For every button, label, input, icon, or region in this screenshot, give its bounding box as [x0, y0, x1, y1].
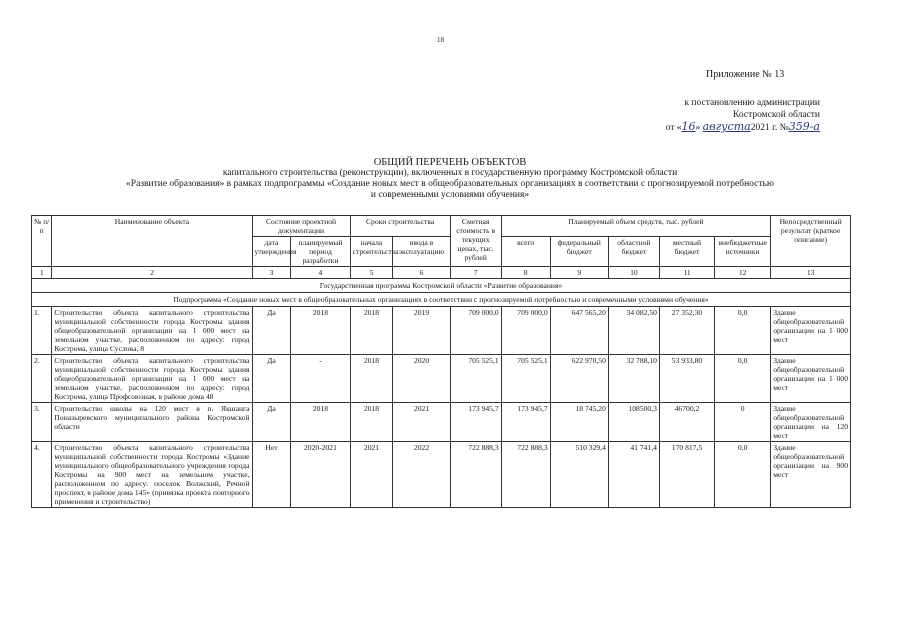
- title-line-3: «Развитие образования» в рамках подпрограммы «Создание новых мест в общеобразовательных организациях в соответствии с прогнозируемой потребностью: [126, 179, 774, 189]
- row-result: Здание общеобразовательной организации на 900 мест: [771, 442, 851, 508]
- row-federal: 18 745,20: [550, 403, 608, 442]
- header-funds: Планируемый объем средств, тыс. рублей: [501, 216, 771, 237]
- row-end: 2022: [393, 442, 450, 508]
- column-index: 13: [771, 267, 851, 279]
- row-extra: 0,0: [715, 307, 771, 355]
- row-start: 2018: [350, 403, 393, 442]
- header-row-1: [32, 216, 851, 237]
- row-end: 2020: [393, 355, 450, 403]
- row-extra: 0,0: [715, 355, 771, 403]
- row-name: Строительство объекта капитального строительства муниципальной собственности города Костромы здания общеобразовательной организации на 1 000 мест на земельном участке, расположенном по адресу: город Кострома, улица Профсоюзная, в районе дома 48: [52, 355, 252, 403]
- row-regional: 32 788,10: [608, 355, 659, 403]
- header-extra: внебюджетные источники: [715, 237, 771, 267]
- row-regional: 34 082,50: [608, 307, 659, 355]
- page-number: 18: [437, 36, 444, 44]
- decree-line-2: Костромской области: [733, 110, 820, 120]
- row-approve: Да: [252, 403, 291, 442]
- row-regional: 41 741,4: [608, 442, 659, 508]
- table-row: [32, 307, 851, 355]
- decree-prefix: от «: [665, 123, 682, 133]
- row-num: 2.: [32, 355, 52, 403]
- row-local: 170 817,5: [659, 442, 714, 508]
- row-result: Здание общеобразовательной организации на 1 000 мест: [771, 307, 851, 355]
- title-line-1: ОБЩИЙ ПЕРЕЧЕНЬ ОБЪЕКТОВ: [373, 157, 527, 168]
- row-total: 709 000,0: [501, 307, 550, 355]
- row-name: Строительство объекта капитального строительства муниципальной собственности города Костромы «Здание муниципального общеобразовательного учреждения города Костромы на 900 мест на земельном участке, расположенном по адресу: поселок Волжский, Речной проспект, в районе дома 145» (привязка проекта повторного применения и строительство): [52, 442, 252, 508]
- row-cost: 173 945,7: [450, 403, 501, 442]
- column-index: 3: [252, 267, 291, 279]
- table-row: [32, 355, 851, 403]
- table-row: [32, 403, 851, 442]
- header-approve: дата утверждения: [252, 237, 291, 267]
- header-terms: Сроки строительства: [350, 216, 450, 237]
- row-name: Строительство школы на 120 мест в п. Якшанга Поназыревского муниципального района Костромской области: [52, 403, 252, 442]
- row-end: 2019: [393, 307, 450, 355]
- header-local: местный бюджет: [659, 237, 714, 267]
- decree-mid: »: [695, 123, 701, 133]
- column-index: 9: [550, 267, 608, 279]
- decree-year: 2021 г. №: [750, 123, 789, 133]
- row-plan: 2020-2021: [291, 442, 350, 508]
- row-num: 3.: [32, 403, 52, 442]
- column-index: 2: [52, 267, 252, 279]
- row-local: 53 933,80: [659, 355, 714, 403]
- row-cost: 709 000,0: [450, 307, 501, 355]
- header-cost: Сметная стоимость в текущих ценах, тыс. рублей: [450, 216, 501, 267]
- row-plan: -: [291, 355, 350, 403]
- column-index: 8: [501, 267, 550, 279]
- decree-reference: [640, 97, 820, 134]
- row-plan: 2018: [291, 403, 350, 442]
- title-line-2: капитального строительства (реконструкции), включенных в государственную программу Костромской области: [222, 168, 678, 178]
- program-title: Государственная программа Костромской области «Развитие образования»: [32, 279, 851, 293]
- header-commission: ввода в эксплуатацию: [393, 237, 450, 267]
- header-regional: областной бюджет: [608, 237, 659, 267]
- row-result: Здание общеобразовательной организации на 120 мест: [771, 403, 851, 442]
- row-end: 2021: [393, 403, 450, 442]
- header-federal: федеральный бюджет: [550, 237, 608, 267]
- row-num: 1.: [32, 307, 52, 355]
- document-title: [80, 157, 820, 201]
- column-index: 10: [608, 267, 659, 279]
- column-index: 4: [291, 267, 350, 279]
- row-federal: 510 329,4: [550, 442, 608, 508]
- objects-table: [31, 215, 851, 508]
- row-federal: 622 970,50: [550, 355, 608, 403]
- subprogram-row: [32, 293, 851, 307]
- row-name: Строительство объекта капитального строительства муниципальной собственности города Костромы здания общеобразовательной организации на 1 000 мест на земельном участке, расположенном по адресу: город Кострома, улица Сусловa, 8: [52, 307, 252, 355]
- header-result: Непосредственный результат (краткое описание): [771, 216, 851, 267]
- row-approve: Нет: [252, 442, 291, 508]
- row-approve: Да: [252, 307, 291, 355]
- column-index: 11: [659, 267, 714, 279]
- column-index-row: [32, 267, 851, 279]
- title-line-4: и современными условиями обучения»: [370, 190, 530, 200]
- row-approve: Да: [252, 355, 291, 403]
- header-total: всего: [501, 237, 550, 267]
- header-name: Наименование объекта: [52, 216, 252, 267]
- row-result: Здание общеобразовательной организации на 1 000 мест: [771, 355, 851, 403]
- subprogram-title: Подпрограмма «Создание новых мест в общеобразовательных организациях в соответствии с прогнозируемой потребностью и современными условиями обучения»: [32, 293, 851, 307]
- header-start: начала строительства: [350, 237, 393, 267]
- header-docs: Состояние проектной документации: [252, 216, 350, 237]
- column-index: 5: [350, 267, 393, 279]
- row-cost: 722 888,3: [450, 442, 501, 508]
- decree-line-3: [640, 121, 820, 134]
- row-start: 2018: [350, 307, 393, 355]
- column-index: 1: [32, 267, 52, 279]
- row-regional: 108500,3: [608, 403, 659, 442]
- column-index: 6: [393, 267, 450, 279]
- row-start: 2021: [350, 442, 393, 508]
- row-local: 46700,2: [659, 403, 714, 442]
- column-index: 7: [450, 267, 501, 279]
- header-plan: планируемый период разработки: [291, 237, 350, 267]
- row-total: 705 525,1: [501, 355, 550, 403]
- row-start: 2018: [350, 355, 393, 403]
- row-federal: 647 565,20: [550, 307, 608, 355]
- table-row: [32, 442, 851, 508]
- row-extra: 0: [715, 403, 771, 442]
- row-total: 722 888,3: [501, 442, 550, 508]
- appendix-label: Приложение № 13: [706, 69, 785, 80]
- column-index: 12: [715, 267, 771, 279]
- row-local: 27 352,30: [659, 307, 714, 355]
- row-plan: 2018: [291, 307, 350, 355]
- program-row: [32, 279, 851, 293]
- header-num: № п/п: [32, 216, 52, 267]
- row-extra: 0,0: [715, 442, 771, 508]
- decree-month: августа: [702, 120, 751, 133]
- decree-number: 359-а: [788, 120, 820, 133]
- row-num: 4.: [32, 442, 52, 508]
- decree-line-1: к постановлению администрации: [684, 98, 820, 108]
- row-cost: 705 525,1: [450, 355, 501, 403]
- row-total: 173 945,7: [501, 403, 550, 442]
- decree-day: 16: [681, 120, 696, 133]
